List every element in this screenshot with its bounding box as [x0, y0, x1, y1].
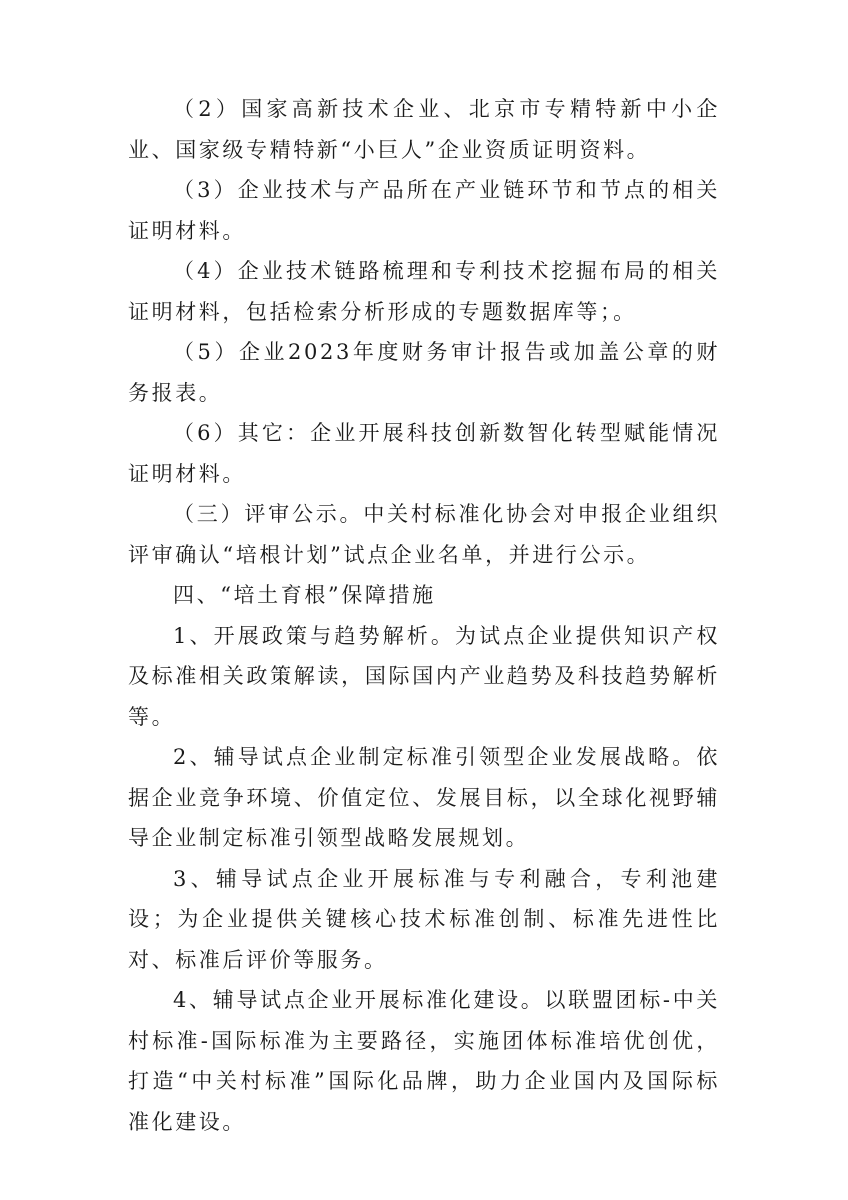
- paragraph-item-6-other-materials: （6）其它：企业开展科技创新数智化转型赋能情况证明材料。: [128, 421, 720, 486]
- document-body: [128, 89, 720, 1142]
- paragraph-item-2-qualification: （2）国家高新技术企业、北京市专精特新中小企业、国家级专精特新“小巨人”企业资质证明资料。: [128, 97, 720, 162]
- paragraph-measure-4: 4、辅导试点企业开展标准化建设。以联盟团标-中关村标准-国际标准为主要路径，实施团体标准培优创优，打造“中关村标准”国际化品牌，助力企业国内及国际标准化建设。: [128, 988, 720, 1134]
- section-heading-safeguards: 四、“培土育根”保障措施: [173, 583, 436, 607]
- paragraph-item-3-industry-chain: （3）企业技术与产品所在产业链环节和节点的相关证明材料。: [128, 178, 720, 243]
- paragraph-measure-1: 1、开展政策与趋势解析。为试点企业提供知识产权及标准相关政策解读，国际国内产业趋势及科技趋势解析等。: [128, 623, 720, 729]
- paragraph-measure-3: 3、辅导试点企业开展标准与专利融合，专利池建设；为企业提供关键核心技术标准创制、标准先进性比对、标准后评价等服务。: [128, 866, 720, 972]
- paragraph-item-5-financial-report: （5）企业2023年度财务审计报告或加盖公章的财务报表。: [128, 340, 720, 405]
- paragraph-measure-2: 2、辅导试点企业制定标准引领型企业发展战略。依据企业竞争环境、价值定位、发展目标，以全球化视野辅导企业制定标准引领型战略发展规划。: [128, 745, 720, 850]
- paragraph-review-publicity: （三）评审公示。中关村标准化协会对申报企业组织评审确认“培根计划”试点企业名单，并进行公示。: [128, 502, 720, 567]
- paragraph-item-4-patent-layout: （4）企业技术链路梳理和专利技术挖掘布局的相关证明材料，包括检索分析形成的专题数据库等；。: [128, 259, 720, 324]
